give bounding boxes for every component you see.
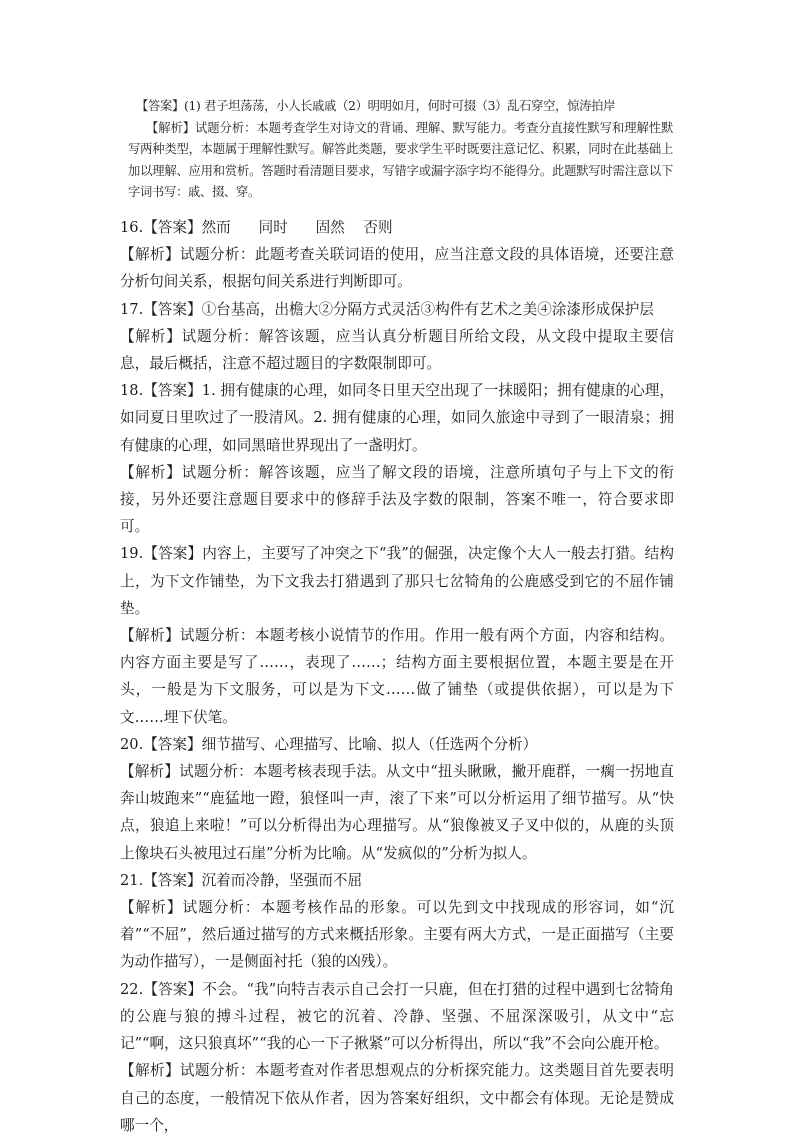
answer-18: 18.【答案】1. 拥有健康的心理，如同冬日里天空出现了一抹暖阳；拥有健康的心理，如同夏日里吹过了一股清风。2. 拥有健康的心理，如同久旅途中寻到了一眼清泉；拥有健康的心理，如同黑暗世界现出了一盏明灯。: [120, 382, 674, 454]
answer-21: 21.【答案】沉着而冷静，坚强而不屈: [120, 871, 363, 889]
answer-list: [120, 214, 674, 1139]
analysis-17: 【解析】试题分析：解答该题，应当认真分析题目所给文段，从文段中提取主要信息，最后概括，注意不超过题目的字数限制即可。: [120, 327, 674, 373]
analysis-22: 【解析】试题分析：本题考查对作者思想观点的分析探究能力。这类题目首先要表明自己的态度，一般情况下依从作者，因为答案好组织，文中都会有体现。无论是赞成哪一个，: [120, 1062, 674, 1134]
analysis-19: 【解析】试题分析：本题考核小说情节的作用。作用一般有两个方面，内容和结构。内容方面主要是写了……，表现了……；结构方面主要根据位置，本题主要是在开头，一般是为下文服务，可以是为下文……做了铺垫（或提供依据），可以是为下文……埋下伏笔。: [120, 627, 674, 726]
analysis-15: 【解析】试题分析：本题考查学生对诗文的背诵、理解、默写能力。考查分直接性默写和理解性默写两种类型，本题属于理解性默写。解答此类题，要求学生平时既要注意记忆、积累，同时在此基础上加以理解、应用和赏析。答题时看清题目要求，写错字或漏字添字均不能得分。此题默写时需注意以下字词书写：戚、掇、穿。: [128, 120, 673, 199]
answer-15: 【答案】(1) 君子坦荡荡，小人长戚戚（2）明明如月，何时可掇（3）乱石穿空，惊涛拍岸: [136, 99, 616, 113]
analysis-21: 【解析】试题分析：本题考核作品的形象。可以先到文中找现成的形容词，如“沉着”“不屈”，然后通过描写的方式来概括形象。主要有两大方式，一是正面描写（主要为动作描写），一是侧面衬托（狼的凶残）。: [120, 899, 674, 971]
answer-17: 17.【答案】①台基高，出檐大②分隔方式灵活③构件有艺术之美④涂漆形成保护层: [120, 300, 654, 318]
answer-22: 22.【答案】不会。“我”向特吉表示自己会打一只鹿，但在打猎的过程中遇到七岔犄角的公鹿与狼的搏斗过程，被它的沉着、冷静、坚强、不屈深深吸引，从文中“忘记”“啊，这只狼真坏”“我的心一下子揪紧”可以分析得出，所以“我”不会向公鹿开枪。: [120, 980, 674, 1053]
answer-20: 20.【答案】细节描写、心理描写、比喻、拟人（任选两个分析）: [120, 735, 538, 753]
analysis-16: 【解析】试题分析：此题考查关联词语的使用，应当注意文段的具体语境，还要注意分析句间关系，根据句间关系进行判断即可。: [120, 246, 674, 291]
analysis-20: 【解析】试题分析：本题考核表现手法。从文中“扭头瞅瞅，撇开鹿群，一瘸一拐地直奔山坡跑来”“鹿猛地一蹬，狼怪叫一声，滚了下来”可以分析运用了细节描写。从“快点，狼追上来啦！”可以分析得出为心理描写。从“狼像被叉子叉中似的，从鹿的头顶上像块石头被甩过石崖”分析为比喻。从“发疯似的”分析为拟人。: [120, 763, 674, 862]
answer-16: 16.【答案】然而 同时 固然 否则: [120, 219, 393, 236]
answer-19: 19.【答案】内容上，主要写了冲突之下“我”的倔强，决定像个大人一般去打猎。结构上，为下文作铺垫，为下文我去打猎遇到了那只七岔犄角的公鹿感受到它的不屈作铺垫。: [120, 545, 674, 617]
answer-block-15: [128, 96, 673, 204]
analysis-18: 【解析】试题分析：解答该题，应当了解文段的语境，注意所填句子与上下文的衔接，另外还要注意题目要求中的修辞手法及字数的限制，答案不唯一，符合要求即可。: [120, 463, 674, 536]
